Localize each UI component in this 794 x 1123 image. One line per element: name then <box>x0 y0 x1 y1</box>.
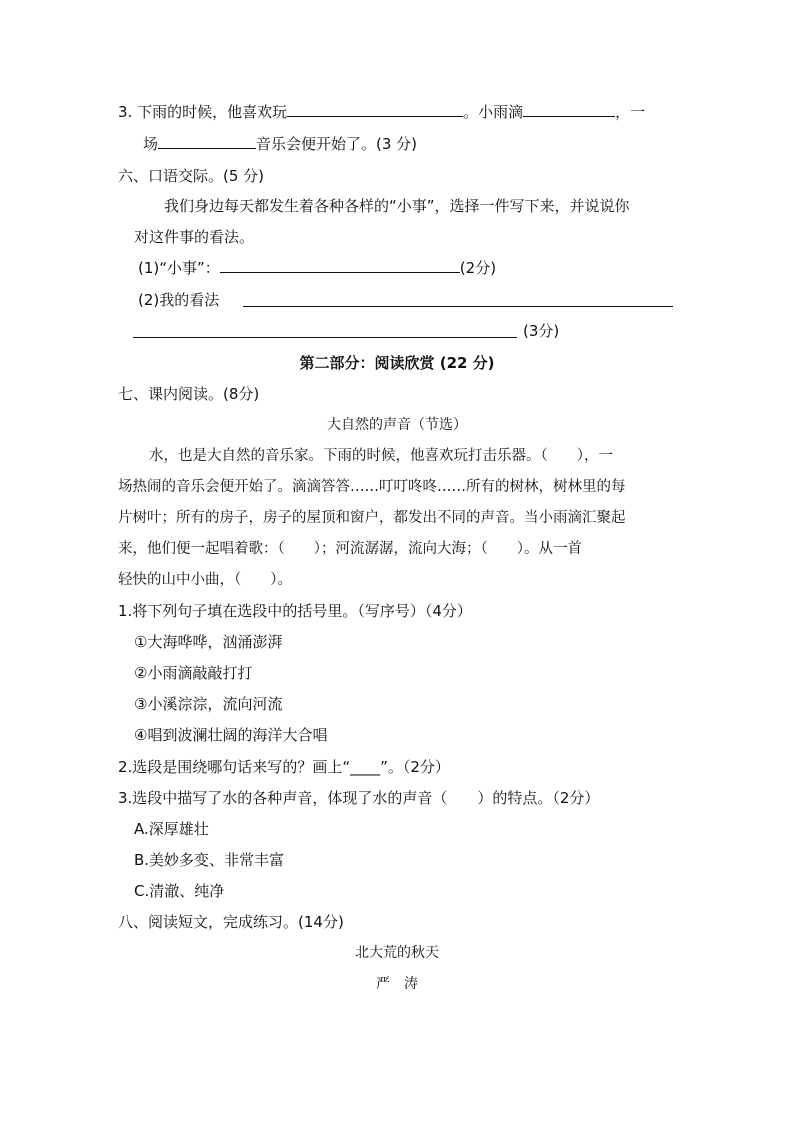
passage-line: 水，也是大自然的音乐家。下雨的时候，他喜欢玩打击乐器。（ ），一 <box>149 448 613 464</box>
q3-text-5: 音乐会便开始了。(3 分) <box>256 135 418 153</box>
sec7-question-3: 3.选段中描写了水的各种声音，体现了水的声音（ ）的特点。（2分） <box>118 789 600 807</box>
q3-text-4: 场 <box>143 135 159 153</box>
sec8-author: 严 涛 <box>376 976 418 992</box>
q3-line1 <box>118 101 645 123</box>
sec6-item2-answer-line-1[interactable] <box>243 306 673 307</box>
sec6-prompt-line1: 我们身边每天都发生着各种各样的“小事”，选择一件写下来，并说说你 <box>164 197 630 215</box>
q3-blank-3[interactable] <box>158 133 256 149</box>
sec6-heading: 六、口语交际。(5 分) <box>118 167 265 185</box>
q3-text-1: 3. 下雨的时候，他喜欢玩 <box>118 103 288 121</box>
sec7-passage-title: 大自然的声音（节选） <box>327 417 467 433</box>
sec7-q1-option: ③小溪淙淙，流向河流 <box>134 695 283 713</box>
part2-title: 第二部分：阅读欣赏 (22 分) <box>299 354 495 372</box>
sec6-item1-answer-line[interactable] <box>220 257 460 273</box>
q3-line2 <box>143 133 417 155</box>
q3-blank-1[interactable] <box>287 101 463 117</box>
passage-line: 来，他们便一起唱着歌：（ ）；河流潺潺，流向大海；（ ）。从一首 <box>118 541 582 557</box>
sec6-item2-score: (3分) <box>523 322 560 340</box>
sec7-q1-option: ④唱到波澜壮阔的海洋大合唱 <box>134 726 328 744</box>
sec7-heading: 七、课内阅读。(8分) <box>118 385 260 403</box>
sec6-item1 <box>138 257 496 279</box>
sec7-q3-option: B.美妙多变、非常丰富 <box>134 851 285 869</box>
q3-text-3: ，一 <box>615 103 646 121</box>
sec8-heading: 八、阅读短文，完成练习。(14分) <box>118 913 344 931</box>
sec7-q3-option: A.深厚雄壮 <box>134 820 209 838</box>
passage-line: 轻快的山中小曲，（ ）。 <box>118 572 292 588</box>
sec6-item2-answer-line-2[interactable] <box>133 337 517 338</box>
sec7-q3-option: C.清澈、纯净 <box>134 882 225 900</box>
sec7-question-1: 1.将下列句子填在选段中的括号里。（写序号）（4分） <box>118 602 472 620</box>
q3-text-2: 。小雨滴 <box>463 103 524 121</box>
sec6-item2-label: (2)我的看法 <box>138 291 220 309</box>
sec6-prompt-line2: 对这件事的看法。 <box>134 228 255 246</box>
sec6-item1-label: (1)“小事”： <box>138 259 220 277</box>
sec7-q1-option: ②小雨滴敲敲打打 <box>134 664 253 682</box>
sec6-item2 <box>138 289 219 311</box>
q3-blank-2[interactable] <box>523 101 615 117</box>
passage-line: 片树叶；所有的房子，房子的屋顶和窗户，都发出不同的声音。当小雨滴汇聚起 <box>118 510 626 526</box>
sec8-title: 北大荒的秋天 <box>355 945 439 961</box>
sec6-item1-score: (2分) <box>459 259 497 277</box>
passage-line: 场热闹的音乐会便开始了。滴滴答答……叮叮咚咚……所有的树林，树林里的每 <box>118 479 626 495</box>
sec7-question-2: 2.选段是围绕哪句话来写的？画上“____”。（2分） <box>118 758 450 776</box>
sec7-q1-option: ①大海哗哗，汹涌澎湃 <box>134 633 283 651</box>
